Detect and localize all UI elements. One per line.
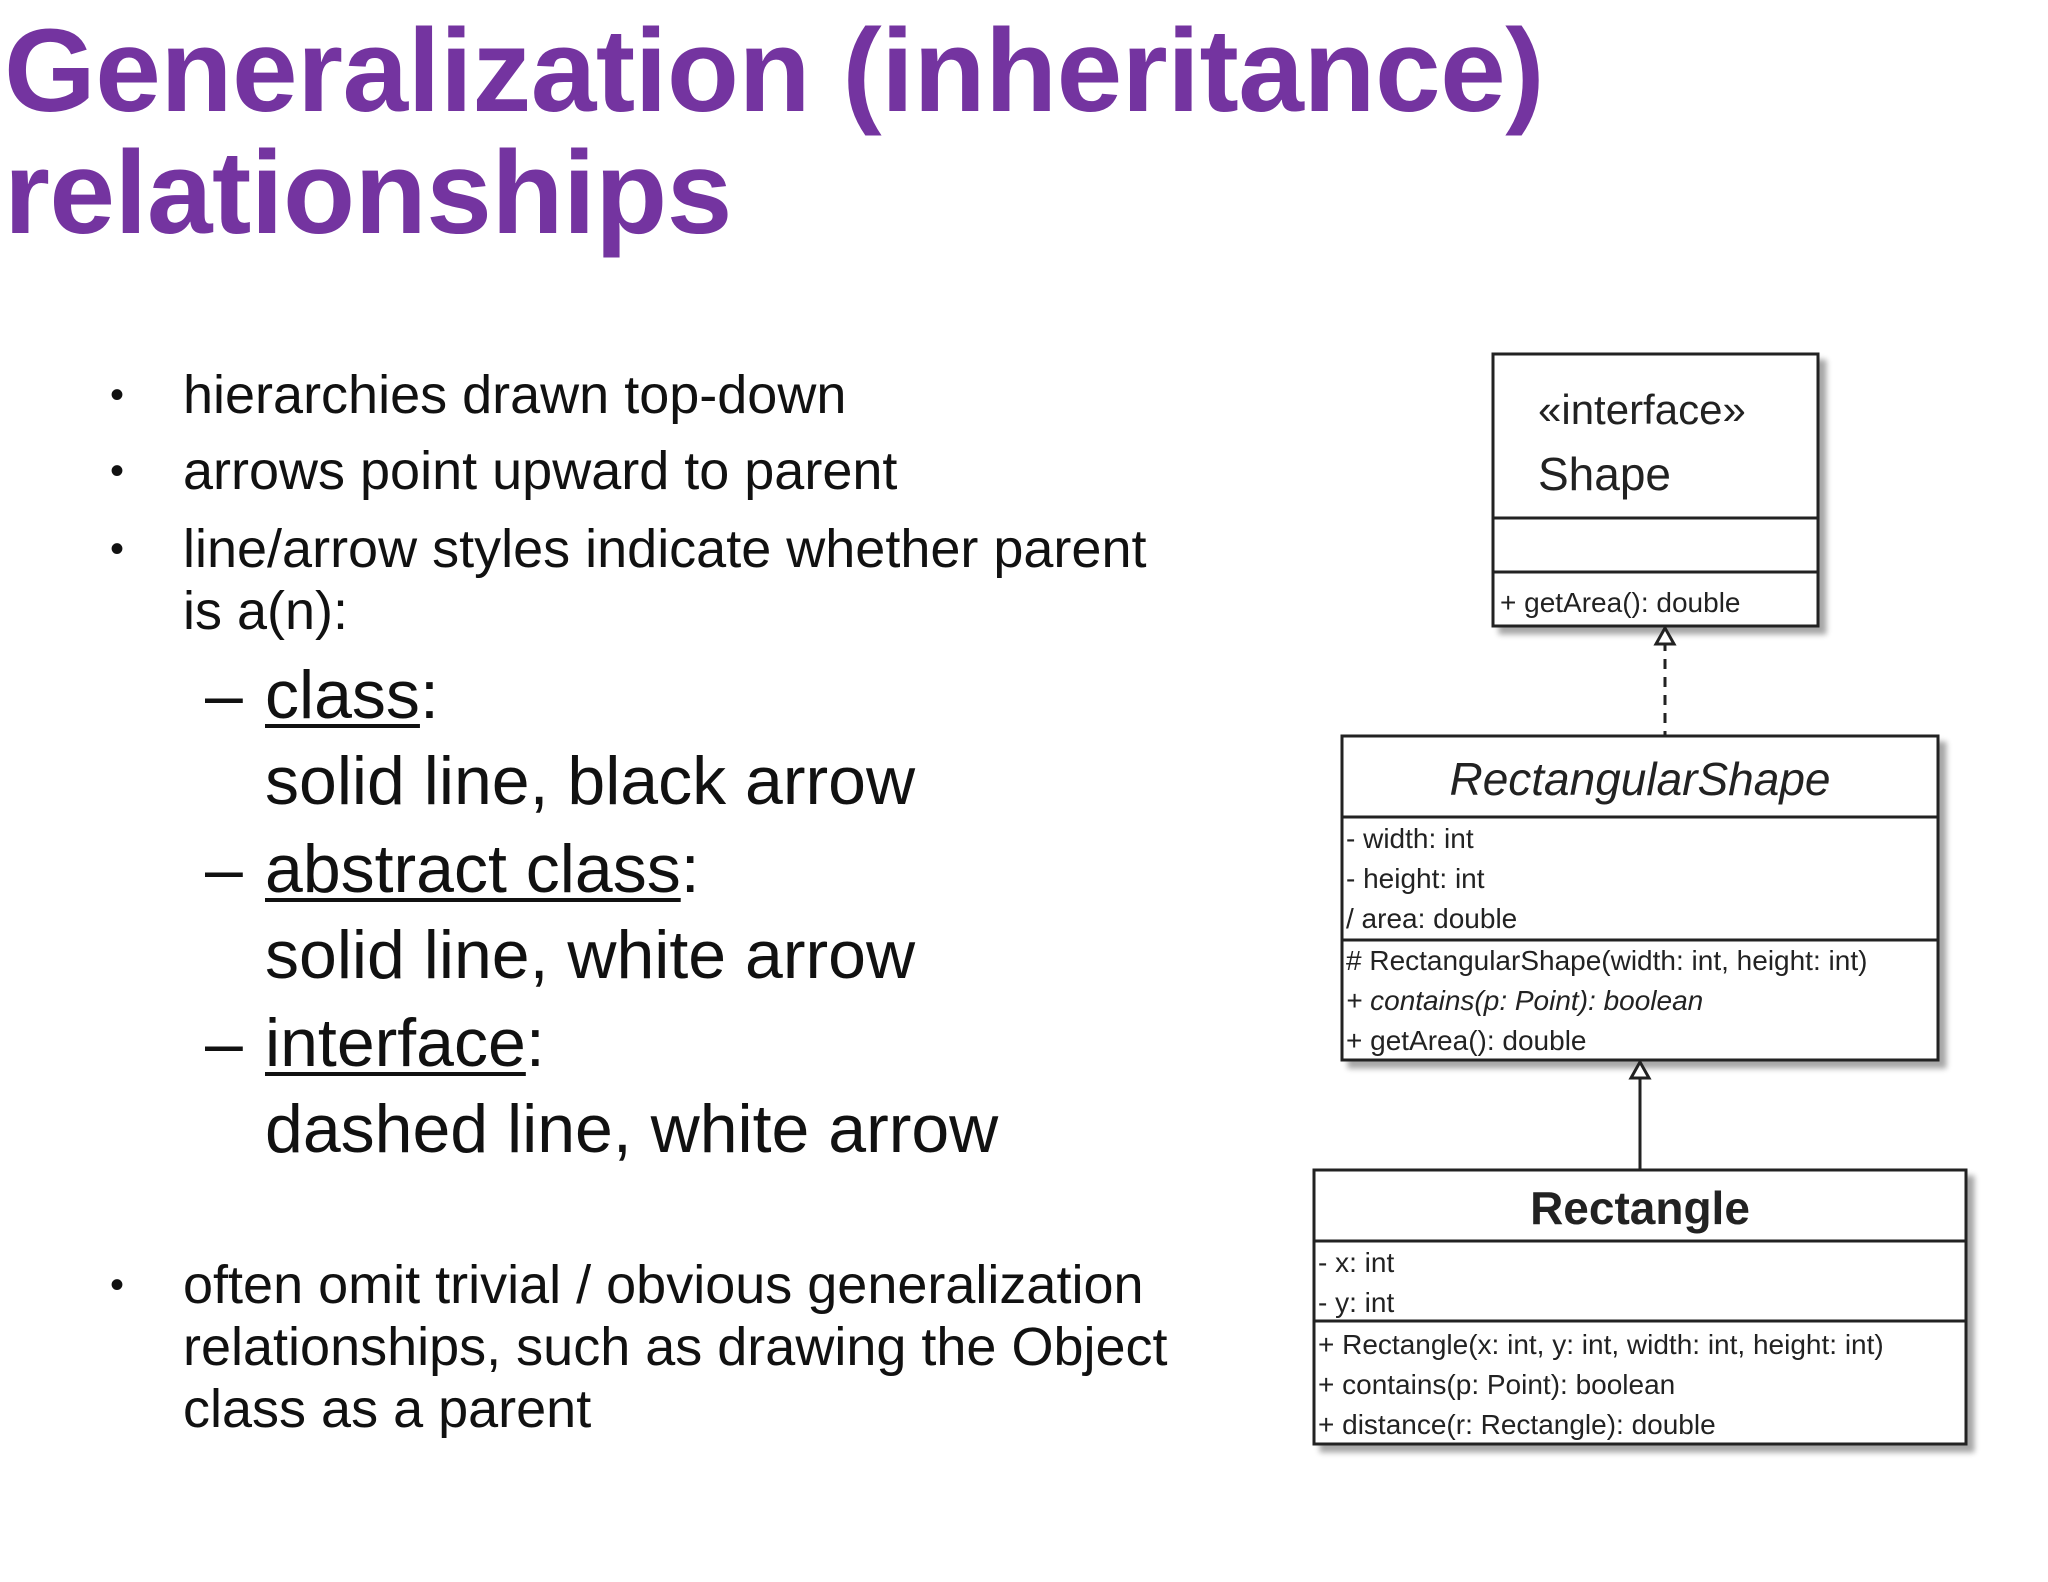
uml-class-name: Shape	[1538, 448, 1672, 500]
sub-item-desc: solid line, white arrow	[265, 917, 916, 993]
uml-attribute: / area: double	[1346, 903, 1518, 934]
white-arrowhead-icon	[1656, 628, 1674, 644]
uml-attribute: - height: int	[1346, 863, 1485, 894]
uml-stereotype: «interface»	[1538, 386, 1746, 433]
bullet-text-line: is a(n):	[183, 581, 349, 641]
white-arrowhead-icon	[1631, 1062, 1649, 1078]
bullet-marker: •	[110, 1263, 125, 1307]
bullet-text: arrows point upward to parent	[183, 441, 898, 501]
uml-operation: + contains(p: Point): boolean	[1318, 1369, 1676, 1400]
uml-operation: # RectangularShape(width: int, height: int)	[1346, 945, 1868, 976]
slide-title-line-1: Generalization (inheritance)	[4, 5, 1544, 137]
bullet-text-line: relationships, such as drawing the Object	[183, 1317, 1168, 1377]
uml-operation: + Rectangle(x: int, y: int, width: int, height: int)	[1318, 1329, 1884, 1360]
uml-attribute: - y: int	[1318, 1287, 1395, 1318]
sub-item-dash: –	[205, 657, 243, 733]
bullet-marker: •	[110, 449, 125, 493]
bullet-text-line: line/arrow styles indicate whether parent	[183, 519, 1147, 579]
sub-item-term-text: class	[265, 657, 420, 733]
uml-operation: + getArea(): double	[1500, 587, 1741, 618]
bullet-marker: •	[110, 373, 125, 417]
bullet-text-line: class as a parent	[183, 1379, 592, 1439]
uml-operation: + getArea(): double	[1346, 1025, 1587, 1056]
uml-operation: + distance(r: Rectangle): double	[1318, 1409, 1716, 1440]
sub-item-term-text: interface	[265, 1005, 526, 1081]
sub-item-colon: :	[419, 657, 439, 733]
uml-class-name: RectangularShape	[1449, 753, 1831, 805]
bullet-text-line: often omit trivial / obvious generalization	[183, 1255, 1144, 1315]
uml-attribute: - width: int	[1346, 823, 1474, 854]
uml-attribute: - x: int	[1318, 1247, 1395, 1278]
sub-item-colon: :	[525, 1005, 545, 1081]
bullet-text: hierarchies drawn top-down	[183, 365, 847, 425]
sub-item-colon: :	[680, 831, 700, 907]
bullet-marker: •	[110, 527, 125, 571]
sub-item-desc: dashed line, white arrow	[265, 1091, 999, 1167]
sub-item-dash: –	[205, 831, 243, 907]
sub-item-term-text: abstract class	[265, 831, 681, 907]
uml-operation: + contains(p: Point): boolean	[1346, 985, 1704, 1016]
slide-title-line-2: relationships	[4, 127, 732, 259]
sub-item-dash: –	[205, 1005, 243, 1081]
uml-class-name: Rectangle	[1530, 1182, 1750, 1234]
sub-item-desc: solid line, black arrow	[265, 743, 916, 819]
